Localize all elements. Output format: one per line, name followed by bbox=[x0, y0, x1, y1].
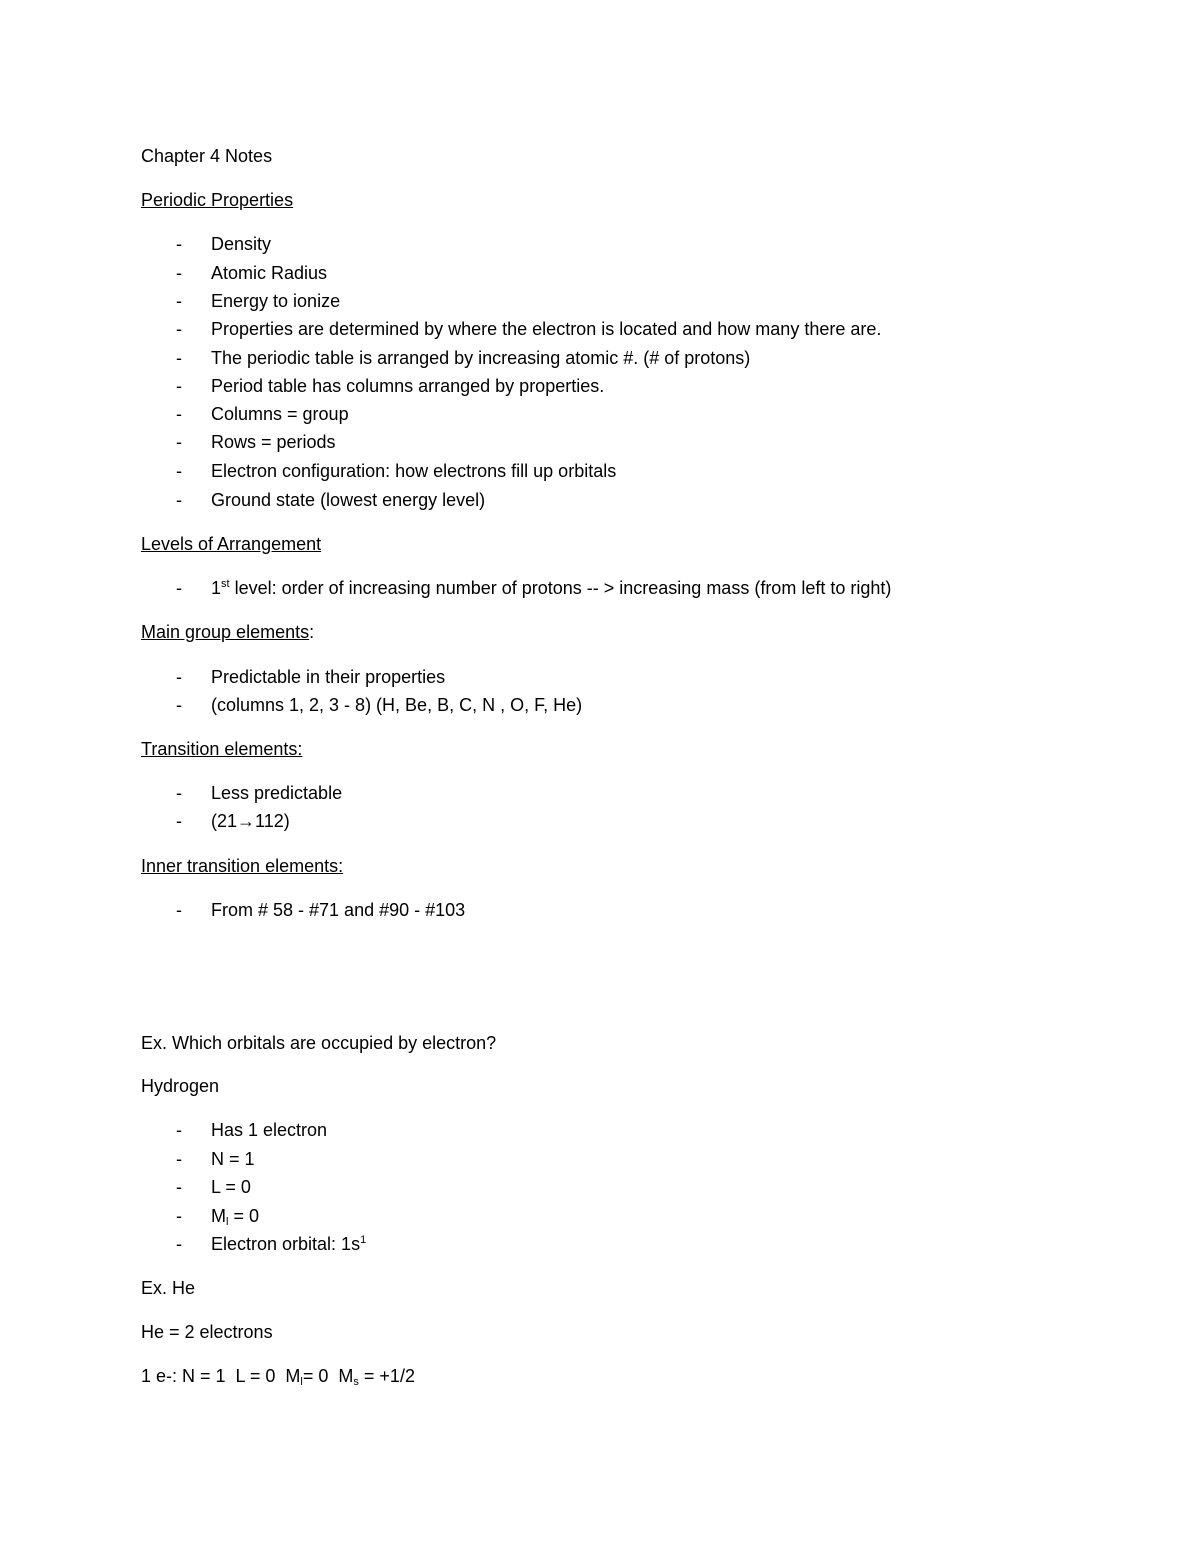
ms-subscript: s bbox=[353, 1376, 359, 1388]
list-item: The periodic table is arranged by increasing atomic #. (# of protons) bbox=[211, 348, 751, 368]
list-item: Electron configuration: how electrons fill up orbitals bbox=[211, 461, 617, 481]
page-title: Chapter 4 Notes bbox=[141, 146, 273, 166]
bullet-dash: - bbox=[176, 291, 182, 311]
example-line-electrons: He = 2 electrons bbox=[141, 1322, 273, 1342]
list-item-first-level bbox=[211, 577, 891, 599]
bullet-dash: - bbox=[176, 900, 182, 920]
bullet-dash: - bbox=[176, 404, 182, 424]
list-item-orbital bbox=[211, 1233, 366, 1255]
section-heading-text: Main group elements bbox=[141, 622, 310, 642]
bullet-dash: - bbox=[176, 783, 182, 803]
list-item: Predictable in their properties bbox=[211, 667, 446, 687]
bullet-dash: - bbox=[176, 811, 182, 831]
section-heading-main-group bbox=[141, 621, 314, 643]
bullet-dash: - bbox=[176, 695, 182, 715]
example-heading-he: Ex. He bbox=[141, 1278, 196, 1298]
list-item: N = 1 bbox=[211, 1149, 255, 1169]
bullet-dash: - bbox=[176, 319, 182, 339]
list-item: Has 1 electron bbox=[211, 1120, 328, 1140]
example-question: Ex. Which orbitals are occupied by electron? bbox=[141, 1033, 497, 1053]
list-item: Density bbox=[211, 234, 272, 254]
list-item: Columns = group bbox=[211, 404, 349, 424]
bullet-dash: - bbox=[176, 1206, 182, 1226]
list-item: (columns 1, 2, 3 - 8) (H, Be, B, C, N , O, F, He) bbox=[211, 695, 583, 715]
quantum-text-a: 1 e-: N = 1 L = 0 M bbox=[141, 1366, 301, 1386]
heading-colon: : bbox=[309, 622, 315, 642]
list-item: (21→112) bbox=[211, 811, 290, 831]
bullet-dash: - bbox=[176, 234, 182, 254]
bullet-dash: - bbox=[176, 1177, 182, 1197]
list-item: Period table has columns arranged by properties. bbox=[211, 376, 605, 396]
bullet-dash: - bbox=[176, 348, 182, 368]
section-heading-transition: Transition elements: bbox=[141, 739, 303, 759]
quantum-text-b: = 0 M bbox=[302, 1366, 354, 1386]
quantum-text-c: = +1/2 bbox=[358, 1366, 415, 1386]
ml-value: = 0 bbox=[228, 1206, 259, 1226]
bullet-dash: - bbox=[176, 432, 182, 452]
bullet-dash: - bbox=[176, 490, 182, 510]
list-item: Ground state (lowest energy level) bbox=[211, 490, 486, 510]
bullet-dash: - bbox=[176, 578, 182, 598]
section-heading-periodic-properties: Periodic Properties bbox=[141, 190, 294, 210]
bullet-dash: - bbox=[176, 263, 182, 283]
bullet-dash: - bbox=[176, 461, 182, 481]
bullet-dash: - bbox=[176, 667, 182, 687]
bullet-dash: - bbox=[176, 1120, 182, 1140]
list-item: Less predictable bbox=[211, 783, 343, 803]
bullet-dash: - bbox=[176, 376, 182, 396]
list-item: L = 0 bbox=[211, 1177, 251, 1197]
ml-symbol: M bbox=[211, 1206, 226, 1226]
bullet-dash: - bbox=[176, 1149, 182, 1169]
example-line-quantum-numbers bbox=[141, 1365, 415, 1387]
orbital-text: Electron orbital: 1s bbox=[211, 1234, 361, 1254]
list-item: From # 58 - #71 and #90 - #103 bbox=[211, 900, 466, 920]
orbital-superscript: 1 bbox=[360, 1234, 367, 1246]
ordinal-suffix: st bbox=[221, 578, 230, 590]
list-item-ml bbox=[211, 1205, 259, 1227]
list-item: Atomic Radius bbox=[211, 263, 328, 283]
list-item: Energy to ionize bbox=[211, 291, 341, 311]
section-heading-inner-transition: Inner transition elements: bbox=[141, 856, 344, 876]
bullet-dash: - bbox=[176, 1234, 182, 1254]
list-item-text: level: order of increasing number of protons -- > increasing mass (from left to right) bbox=[229, 578, 892, 598]
example-element-name: Hydrogen bbox=[141, 1076, 220, 1096]
ml-subscript: l bbox=[300, 1376, 303, 1388]
section-heading-levels-of-arrangement: Levels of Arrangement bbox=[141, 534, 322, 554]
ml-subscript: l bbox=[226, 1216, 229, 1228]
list-item: Rows = periods bbox=[211, 432, 336, 452]
list-item: Properties are determined by where the electron is located and how many there are. bbox=[211, 319, 882, 339]
ordinal-number: 1 bbox=[211, 578, 222, 598]
